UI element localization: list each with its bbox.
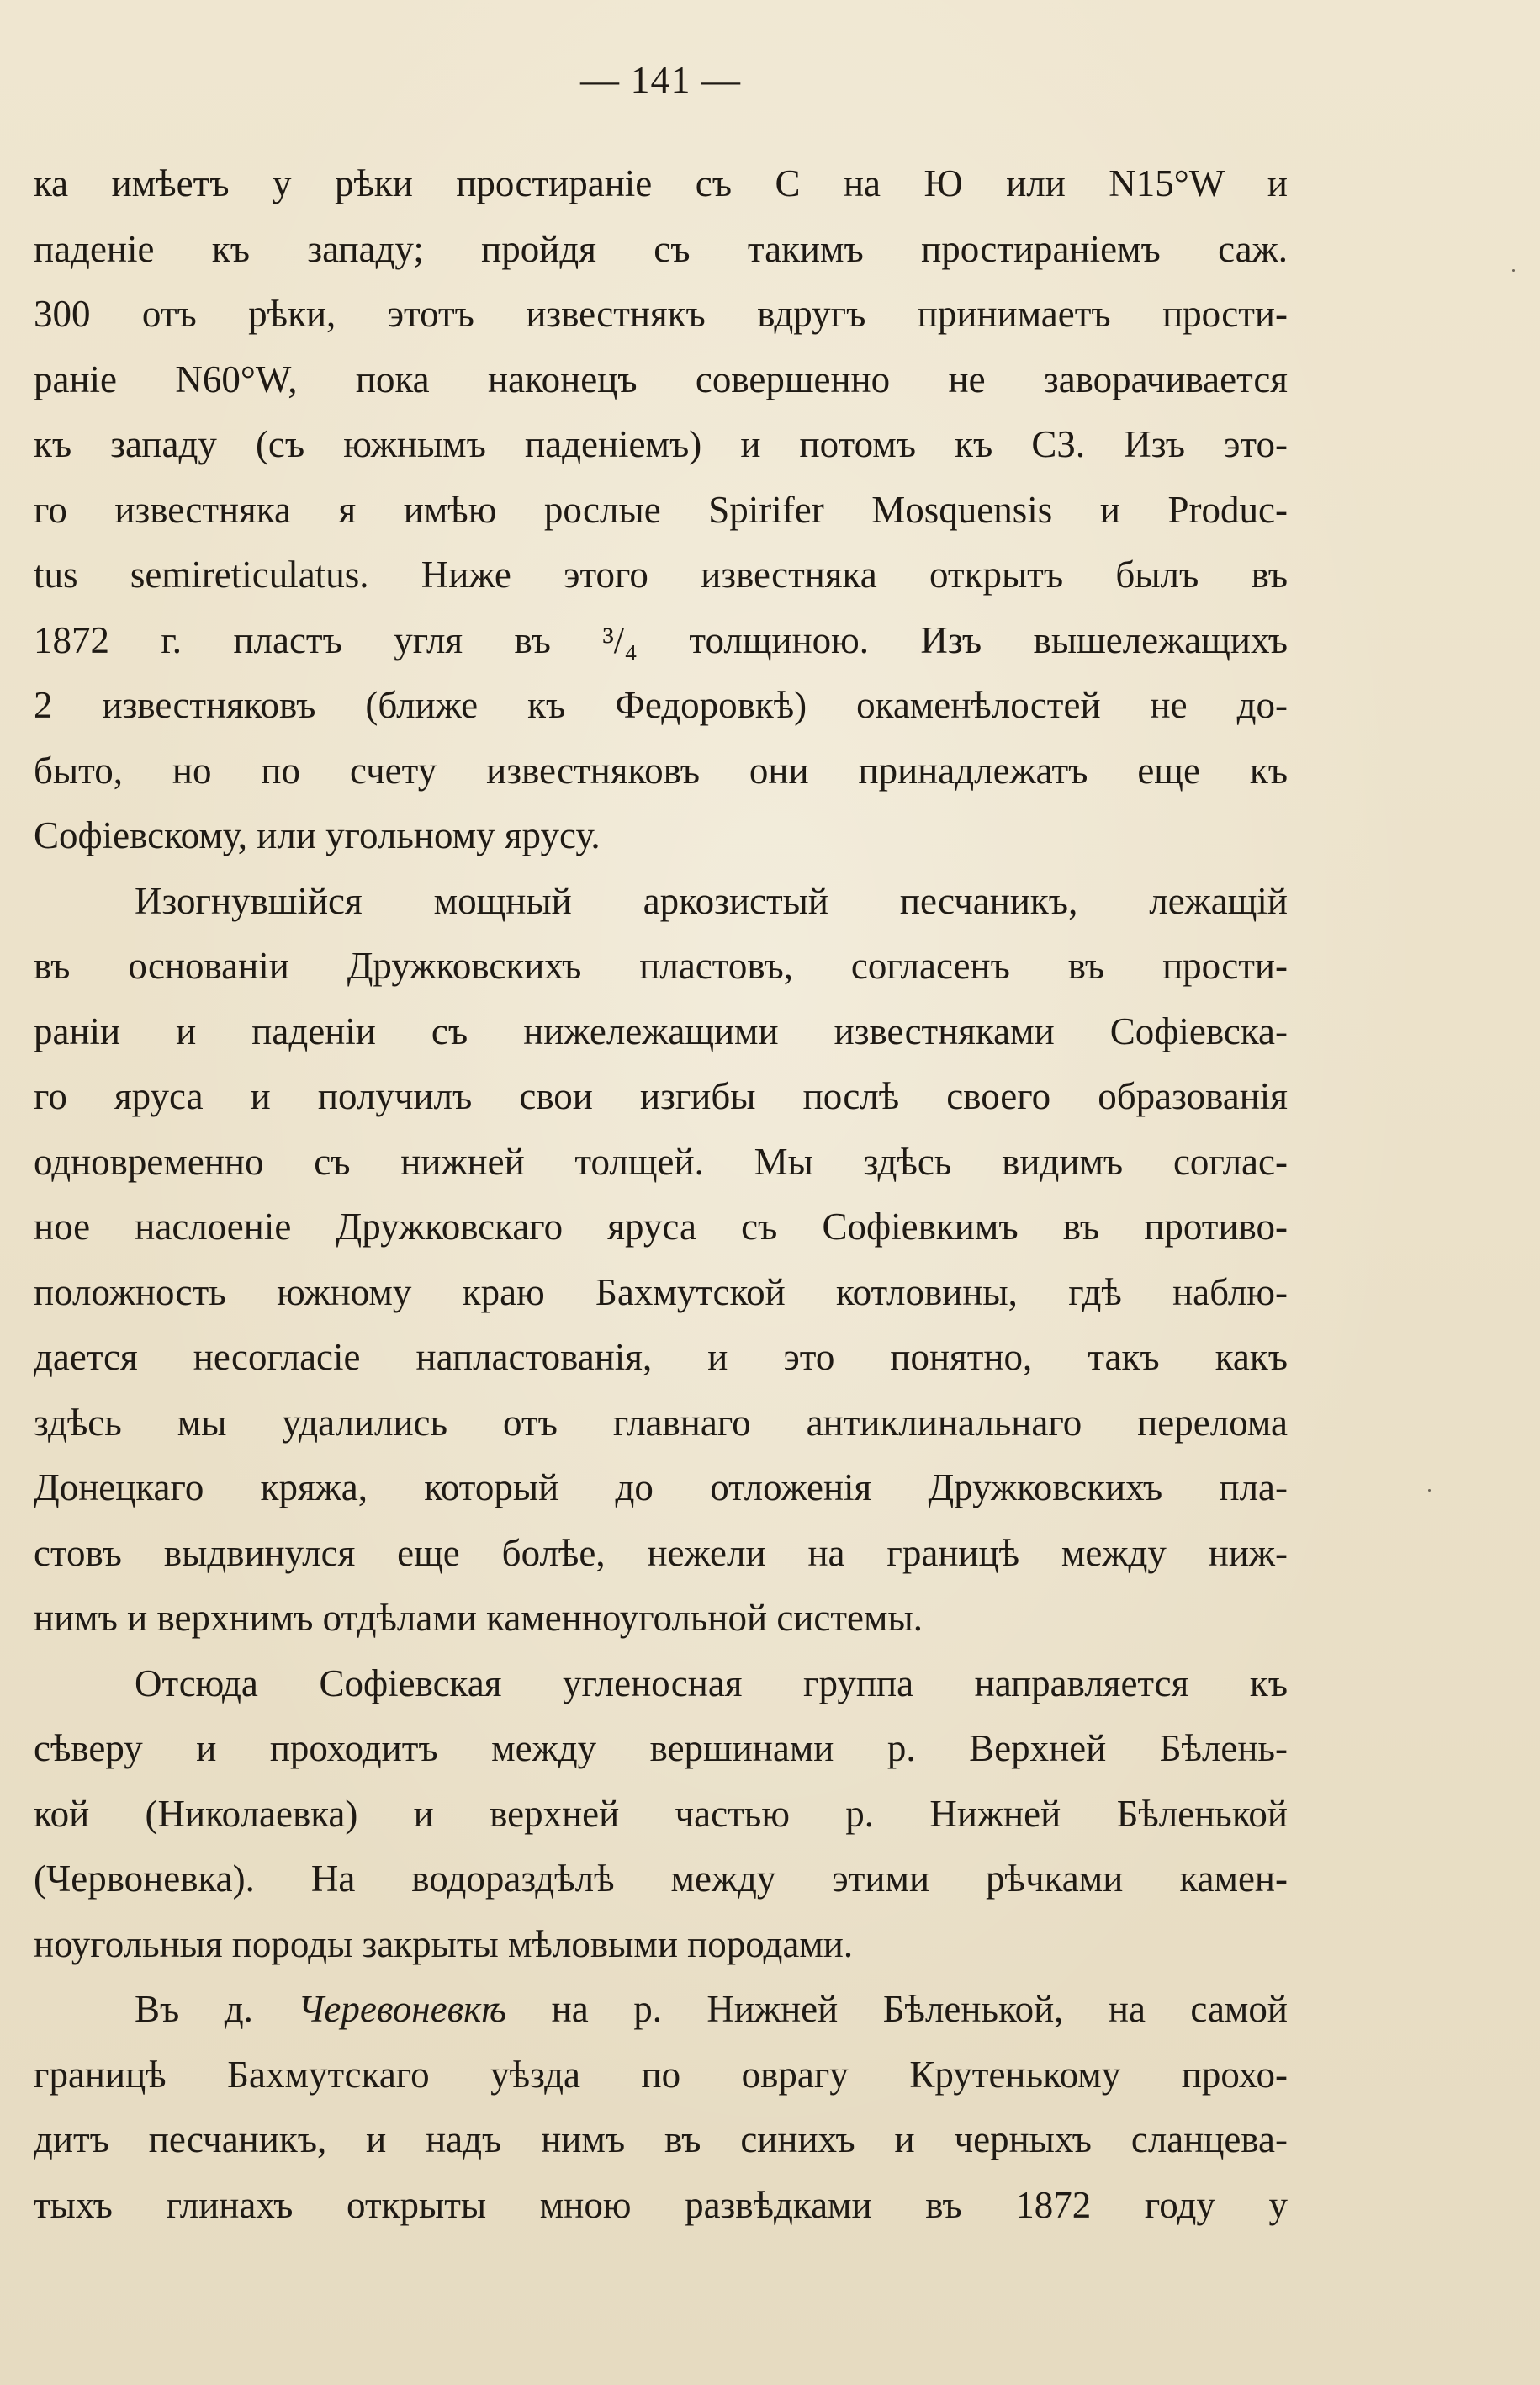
paragraph-3 [34, 1651, 1288, 1978]
text-line: го яруса и получилъ свои изгибы послѣ своего образованія [34, 1075, 1288, 1117]
text-line: раніе N60°W, пока наконецъ совершенно не заворачивается [34, 358, 1288, 400]
text-line: быто, но по счету известняковъ они принадлежатъ еще къ [34, 749, 1288, 792]
text-line: го известняка я имѣю рослые Spirifer Mosquensis и Produc- [34, 488, 1288, 531]
text-line: 1872 г. пластъ угля въ ³/₄ толщиною. Изъ вышележащихъ [34, 618, 1288, 661]
text-line: сѣверу и проходитъ между вершинами р. Верхней Бѣлень- [34, 1727, 1288, 1769]
text-line: Софіевскому, или угольному ярусу. [34, 814, 601, 856]
text-line: раніи и паденіи съ нижележащими известняками Софіевска- [34, 1010, 1288, 1052]
text-line: дитъ песчаникъ, и надъ нимъ въ синихъ и черныхъ сланцева- [34, 2118, 1288, 2160]
text-line: дается несогласіе напластованія, и это понятно, такъ какъ [34, 1336, 1288, 1378]
paragraph-1 [34, 151, 1288, 869]
body-text [34, 151, 1288, 2238]
text-line: 2 известняковъ (ближе къ Федоровкѣ) окаменѣлостей не до- [34, 684, 1288, 726]
text-line: къ западу (съ южнымъ паденіемъ) и потомъ къ СЗ. Изъ это- [34, 423, 1288, 465]
text-line: Изогнувшійся мощный аркозистый песчаникъ, лежащій [135, 879, 1288, 922]
text-line: Отсюда Софіевская угленосная группа направляется къ [135, 1662, 1288, 1704]
text-line: границѣ Бахмутскаго уѣзда по оврагу Крутенькому прохо- [34, 2053, 1288, 2096]
italic-place-name: Черевоневкѣ [298, 1988, 507, 2030]
text-line: паденіе къ западу; пройдя съ такимъ простираніемъ саж. [34, 227, 1288, 270]
text-line: кой (Николаевка) и верхней частью р. Нижней Бѣленькой [34, 1792, 1288, 1835]
text-line: ное наслоеніе Дружковскаго яруса съ Софіевкимъ въ противо- [34, 1206, 1288, 1248]
text-line: здѣсь мы удалились отъ главнаго антиклинальнаго перелома [34, 1401, 1288, 1444]
text-line: 300 отъ рѣки, этотъ известнякъ вдругъ принимаетъ прости- [34, 293, 1288, 335]
paper-speck [1428, 1489, 1431, 1492]
text-line: положность южному краю Бахмутской котловины, гдѣ наблю- [34, 1270, 1288, 1313]
text-line: tus semireticulatus. Ниже этого известняка открытъ былъ въ [34, 554, 1288, 596]
text-line-with-italic: Въ д. Черевоневкѣ на р. Нижней Бѣленькой, на самой [135, 1988, 1288, 2030]
text-line: стовъ выдвинулся еще болѣе, нежели на границѣ между ниж- [34, 1531, 1288, 1574]
text-line: одновременно съ нижней толщей. Мы здѣсь видимъ соглас- [34, 1140, 1288, 1183]
text-line: нимъ и верхнимъ отдѣлами каменноугольной системы. [34, 1597, 923, 1639]
text-line: ноугольныя породы закрыты мѣловыми породами. [34, 1922, 854, 1965]
text-line: Донецкаго кряжа, который до отложенія Дружковскихъ пла- [34, 1466, 1288, 1508]
text-line: (Червоневка). На водораздѣлѣ между этими рѣчками камен- [34, 1858, 1288, 1900]
page-number: — 141 — [580, 58, 741, 101]
text-line: ка имѣетъ у рѣки простираніе съ С на Ю или N15°W и [34, 162, 1288, 204]
paper-speck [1512, 269, 1515, 272]
text-line: въ основаніи Дружковскихъ пластовъ, согласенъ въ прости- [34, 945, 1288, 987]
paragraph-2 [34, 869, 1288, 1651]
paragraph-4 [34, 1977, 1288, 2238]
text-line: тыхъ глинахъ открыты мною развѣдками въ 1872 году у [34, 2183, 1288, 2226]
